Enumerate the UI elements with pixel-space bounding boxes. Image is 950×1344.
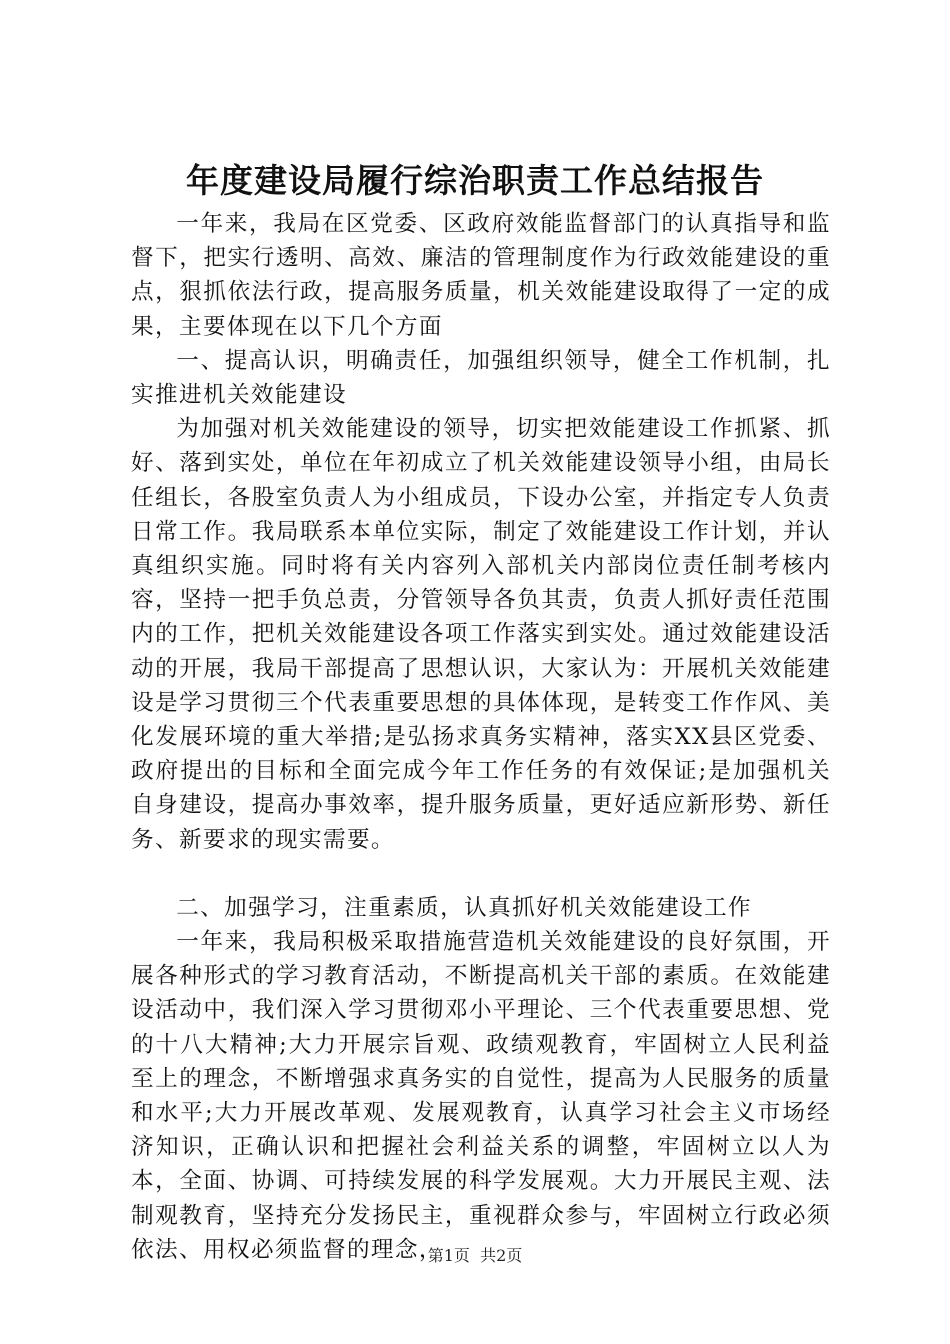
page-footer: [0, 1245, 950, 1267]
section-one-paragraph: 为加强对机关效能建设的领导，切实把效能建设工作抓紧、抓好、落到实处，单位在年初成立了机关效能建设领导小组，由局长任组长，各股室负责人为小组成员，下设办公室，并指定专人负责日常工作。我局联系本单位实际，制定了效能建设工作计划，并认真组织实施。同时将有关内容列入部机关内部岗位责任制考核内容，坚持一把手负总责，分管领导各负其责，负责人抓好责任范围内的工作，把机关效能建设各项工作落实到实处。通过效能建设活动的开展，我局干部提高了思想认识，大家认为：开展机关效能建设是学习贯彻三个代表重要思想的具体体现，是转变工作作风、美化发展环境的重大举措;是弘扬求真务实精神，落实XX县区党委、政府提出的目标和全面完成今年工作任务的有效保证;是加强机关自身建设，提高办事效率，提升服务质量，更好适应新形势、新任务、新要求的现实需要。: [131, 416, 831, 853]
page-number: 第1页 共2页: [427, 1246, 523, 1265]
document-title: 年度建设局履行综治职责工作总结报告: [186, 161, 764, 200]
intro-paragraph: 一年来，我局在区党委、区政府效能监督部门的认真指导和监督下，把实行透明、高效、廉洁的管理制度作为行政效能建设的重点，狠抓依法行政，提高服务质量，机关效能建设取得了一定的成果，主要体现在以下几个方面: [131, 211, 831, 340]
section-two-paragraph: 一年来，我局积极采取措施营造机关效能建设的良好氛围，开展各种形式的学习教育活动，不断提高机关干部的素质。在效能建设活动中，我们深入学习贯彻邓小平理论、三个代表重要思想、党的十八大精神;大力开展宗旨观、政绩观教育，牢固树立人民利益至上的理念，不断增强求真务实的自觉性，提高为人民服务的质量和水平;大力开展改革观、发展观教育，认真学习社会主义市场经济知识，正确认识和把握社会利益关系的调整，牢固树立以人为本，全面、协调、可持续发展的科学发展观。大力开展民主观、法制观教育，坚持充分发扬民主，重视群众参与，牢固树立行政必须依法、用权必须监督的理念，: [131, 929, 831, 1263]
section-two-heading: 二、加强学习，注重素质，认真抓好机关效能建设工作: [176, 894, 753, 921]
document-body: [131, 207, 831, 1267]
section-one-heading: 一、提高认识，明确责任，加强组织领导，健全工作机制，扎实推进机关效能建设: [131, 347, 831, 409]
